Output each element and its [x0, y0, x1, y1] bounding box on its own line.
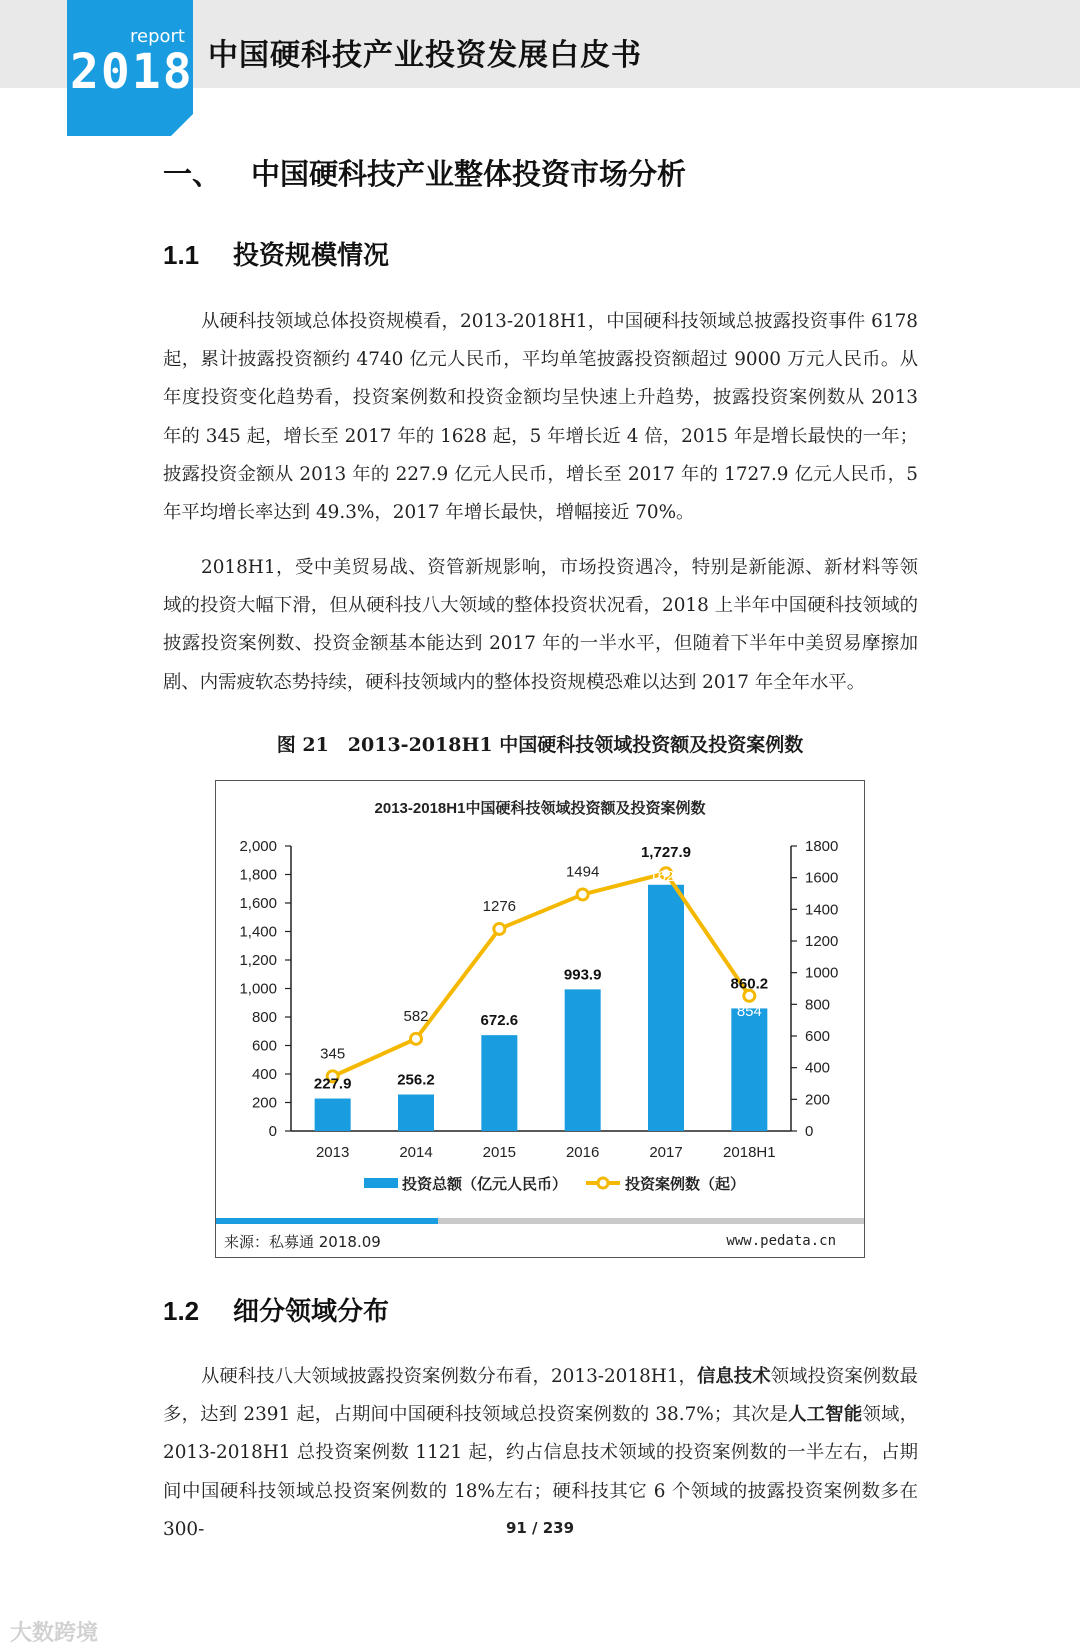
line-point-investment-cases	[494, 923, 505, 934]
line-data-label: 1628	[649, 868, 683, 886]
chart-source: 来源：私募通 2018.09	[224, 1233, 381, 1251]
line-data-label: 854	[736, 1002, 762, 1020]
legend-label-investment-cases: 投资案例数（起）	[625, 1176, 746, 1193]
subsection-number: 1.1	[163, 240, 200, 270]
x-tick-label: 2014	[399, 1144, 433, 1161]
chart-footer-bar	[216, 1218, 864, 1224]
bar-investment-amount	[481, 1035, 517, 1131]
line-data-label: 1276	[482, 897, 517, 915]
y-right-tick-label: 1600	[805, 869, 839, 887]
page-number: 91 / 239	[505, 1519, 575, 1537]
bar-data-label: 1,727.9	[640, 843, 692, 861]
paragraph-text: 领域，2013-2018H1 总投资案例数 1121 起，约占信息技术领域的投资案例数的一半左右，占期间中国硬科技领域总投资案例数的 18%左右；硬科技其它 6 个领域的披露投资案例数多在 300-	[163, 1404, 918, 1540]
paragraph-2018h1-outlook: 2018H1，受中美贸易战、资管新规影响，市场投资遇冷，特别是新能源、新材料等领域的投资大幅下滑，但从硬科技八大领域的整体投资状况看，2018 上半年中国硬科技领域的披露投资案例数、投资金额基本能达到 2017 年的一半水平，但随着下半年中美贸易摩擦加剧、内需疲软态势持续，硬科技领域内的整体投资规模恐难以达到 2017 年全年水平。	[163, 557, 918, 693]
section-title: 中国硬科技产业整体投资市场分析	[251, 157, 687, 191]
y-right-tick-label: 1000	[805, 964, 839, 982]
paragraph-investment-scale: 从硬科技领域总体投资规模看，2013-2018H1，中国硬科技领域总披露投资事件 6178 起，累计披露投资额约 4740 亿元人民币，平均单笔披露投资额超过 9000 万元人民币。从年度投资变化趋势看，投资案例数和投资金额均呈快速上升趋势，披露投资案例数从 2013 年的 345 起，增长至 2017 年的 1628 起，5 年增长近 4 倍，2015 年是增长最快的一年；披露投资金额从 2013 年的 227.9 亿元人民币，增长至 2017 年的 1727.9 亿元人民币，5 年平均增长率达到 49.3%，2017 年增长最快，增幅接近 70%。	[163, 311, 918, 524]
y-right-tick-label: 800	[805, 996, 831, 1014]
subsection-title: 细分领域分布	[233, 1297, 390, 1327]
x-tick-label: 2013	[315, 1144, 350, 1161]
chart-canvas	[216, 781, 864, 1218]
bar-data-label: 860.2	[730, 975, 769, 993]
bar-data-label: 672.6	[480, 1012, 519, 1030]
bar-data-label: 227.9	[313, 1075, 352, 1093]
watermark-logo: 大数跨境	[10, 1621, 99, 1646]
legend-label-investment-amount: 投资总额（亿元人民币）	[402, 1176, 568, 1193]
chart-title: 2013-2018H1中国硬科技领域投资额及投资案例数	[374, 800, 706, 817]
subsection-title: 投资规模情况	[233, 241, 390, 271]
bar-investment-amount	[565, 989, 601, 1131]
document-title: 中国硬科技产业投资发展白皮书	[208, 38, 642, 73]
bar-investment-amount	[731, 1008, 767, 1131]
legend-swatch-bar	[364, 1178, 398, 1188]
subsection-heading-1-2	[163, 1291, 389, 1328]
y-right-tick-label: 0	[805, 1123, 814, 1140]
line-investment-cases	[333, 873, 750, 1076]
y-right-tick-label: 200	[805, 1091, 831, 1109]
y-left-tick-label: 200	[251, 1094, 277, 1112]
y-left-tick-label: 600	[251, 1037, 277, 1055]
legend-swatch-marker	[598, 1178, 608, 1188]
investment-chart	[215, 780, 865, 1258]
y-right-tick-label: 1800	[805, 838, 839, 855]
paragraph-text: 领域投资案例数最多，达到 2391 起，占期间中国硬科技领域总投资案例数的 38.7%；其次是	[163, 1366, 918, 1426]
y-left-tick-label: 800	[251, 1009, 277, 1026]
section-heading-1	[163, 152, 686, 193]
paragraph-text: 从硬科技八大领域披露投资案例数分布看，2013-2018H1，	[201, 1366, 697, 1387]
subsection-heading-1-1	[163, 235, 389, 272]
bar-investment-amount	[648, 885, 684, 1131]
figure-caption: 图 21 2013-2018H1 中国硬科技领域投资额及投资案例数	[276, 734, 804, 756]
y-left-tick-label: 1,600	[239, 895, 277, 912]
x-tick-label: 2016	[565, 1144, 600, 1161]
y-left-tick-label: 2,000	[239, 838, 277, 855]
y-left-tick-label: 0	[268, 1123, 277, 1140]
chart-footer-accent	[216, 1218, 438, 1224]
x-tick-label: 2015	[482, 1144, 517, 1161]
bar-investment-amount	[398, 1094, 434, 1131]
term-artificial-intelligence: 人工智能	[788, 1404, 863, 1426]
line-point-investment-cases	[577, 889, 588, 900]
badge-report-word: report	[130, 26, 185, 47]
line-data-label: 582	[403, 1007, 429, 1025]
y-left-tick-label: 400	[251, 1066, 277, 1083]
report-year-badge	[67, 0, 193, 136]
chart-site: www.pedata.cn	[726, 1233, 836, 1249]
x-tick-label: 2017	[649, 1144, 683, 1161]
x-tick-label: 2018H1	[723, 1144, 776, 1161]
bar-data-label: 993.9	[563, 966, 602, 984]
badge-folded-corner	[171, 114, 193, 136]
badge-year: 2018	[70, 44, 194, 100]
y-right-tick-label: 600	[805, 1028, 831, 1045]
line-data-label: 345	[320, 1045, 346, 1063]
y-left-tick-label: 1,400	[239, 923, 277, 941]
bar-data-label: 256.2	[397, 1071, 435, 1089]
subsection-number: 1.2	[163, 1296, 200, 1326]
y-left-tick-label: 1,200	[239, 952, 277, 969]
y-right-tick-label: 400	[805, 1059, 831, 1077]
y-right-tick-label: 1200	[805, 933, 839, 950]
section-number: 一、	[163, 157, 222, 191]
y-right-tick-label: 1400	[805, 901, 839, 919]
y-left-tick-label: 1,800	[239, 866, 277, 884]
term-information-technology: 信息技术	[696, 1366, 771, 1387]
line-point-investment-cases	[411, 1033, 422, 1044]
bar-investment-amount	[315, 1099, 351, 1131]
line-data-label: 1494	[565, 863, 600, 881]
y-left-tick-label: 1,000	[239, 980, 277, 998]
